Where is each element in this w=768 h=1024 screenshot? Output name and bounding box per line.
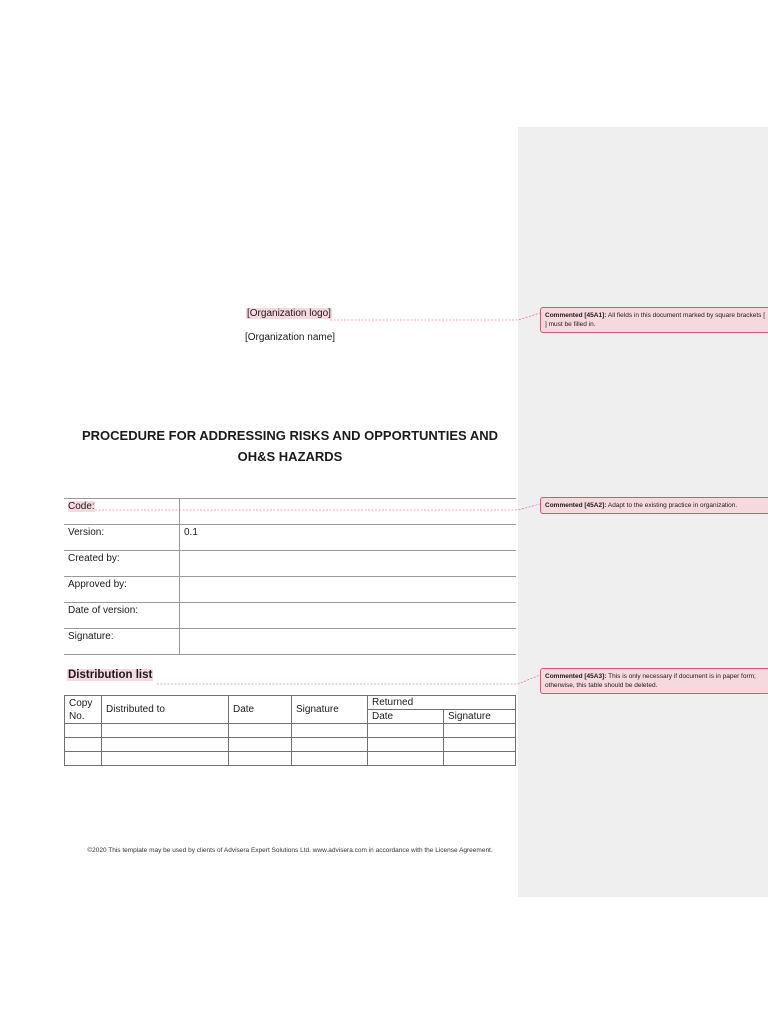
table-cell: [444, 752, 516, 766]
table-cell: [292, 738, 368, 752]
info-label: Signature:: [64, 629, 180, 655]
info-label: Created by:: [64, 551, 180, 577]
comment-45a2[interactable]: [540, 497, 768, 514]
table-cell: [368, 738, 444, 752]
table-cell: [102, 738, 229, 752]
table-cell: [229, 738, 292, 752]
info-row-code: [64, 499, 516, 525]
table-row: [65, 738, 516, 752]
table-cell: [102, 724, 229, 738]
info-value: [180, 551, 517, 577]
header-copy-no: Copy No.: [65, 696, 102, 724]
comment-45a1[interactable]: [540, 307, 768, 333]
info-value: [180, 629, 517, 655]
table-cell: [102, 752, 229, 766]
info-label: Version:: [64, 525, 180, 551]
distribution-header-row: [65, 696, 516, 710]
license-footer: ©2020 This template may be used by clients of Advisera Expert Solutions Ltd. www.advisera.com in accordance with the License Agreement.: [87, 847, 493, 854]
table-cell: [292, 752, 368, 766]
header-returned: Returned: [368, 696, 516, 710]
info-row-signature: [64, 629, 516, 655]
info-value: [180, 577, 517, 603]
organization-logo-placeholder: [Organization logo]: [247, 308, 331, 319]
comment-label: Commented [45A1]:: [545, 312, 607, 319]
table-row: [65, 724, 516, 738]
info-value: [180, 499, 517, 525]
table-cell: [368, 752, 444, 766]
info-value: 0.1: [180, 525, 517, 551]
info-label: Date of version:: [64, 603, 180, 629]
header-date: Date: [229, 696, 292, 724]
table-cell: [368, 724, 444, 738]
info-row-date-of-version: [64, 603, 516, 629]
comment-label: Commented [45A3]:: [545, 673, 607, 680]
header-returned-date: Date: [368, 710, 444, 724]
info-row-version: [64, 525, 516, 551]
title-line-2: OH&S HAZARDS: [237, 449, 343, 464]
header-returned-signature: Signature: [444, 710, 516, 724]
comment-text: This is only necessary if document is in paper form; otherwise, this table should be deleted.: [545, 673, 756, 689]
table-row: [65, 752, 516, 766]
info-row-approved-by: [64, 577, 516, 603]
table-cell: [292, 724, 368, 738]
header-signature: Signature: [292, 696, 368, 724]
table-cell: [229, 724, 292, 738]
info-value: [180, 603, 517, 629]
organization-name-placeholder: [Organization name]: [245, 332, 336, 343]
table-cell: [229, 752, 292, 766]
comment-45a3[interactable]: [540, 668, 768, 694]
document-title: [64, 425, 516, 467]
table-cell: [65, 738, 102, 752]
comment-text: Adapt to the existing practice in organization.: [607, 502, 738, 509]
comment-label: Commented [45A2]:: [545, 502, 607, 509]
info-row-created-by: [64, 551, 516, 577]
document-info-table: [64, 498, 516, 655]
header-distributed-to: Distributed to: [102, 696, 229, 724]
info-label: Approved by:: [64, 577, 180, 603]
distribution-list-table: [64, 695, 516, 766]
distribution-list-heading: Distribution list: [68, 669, 153, 681]
title-line-1: PROCEDURE FOR ADDRESSING RISKS AND OPPORTUNTIES AND: [81, 428, 499, 443]
table-cell: [444, 738, 516, 752]
info-label: [64, 499, 180, 525]
comment-text: All fields in this document marked by square brackets [ ] must be filled in.: [545, 312, 766, 328]
code-label: Code:: [68, 501, 95, 512]
table-cell: [444, 724, 516, 738]
table-cell: [65, 724, 102, 738]
table-cell: [65, 752, 102, 766]
